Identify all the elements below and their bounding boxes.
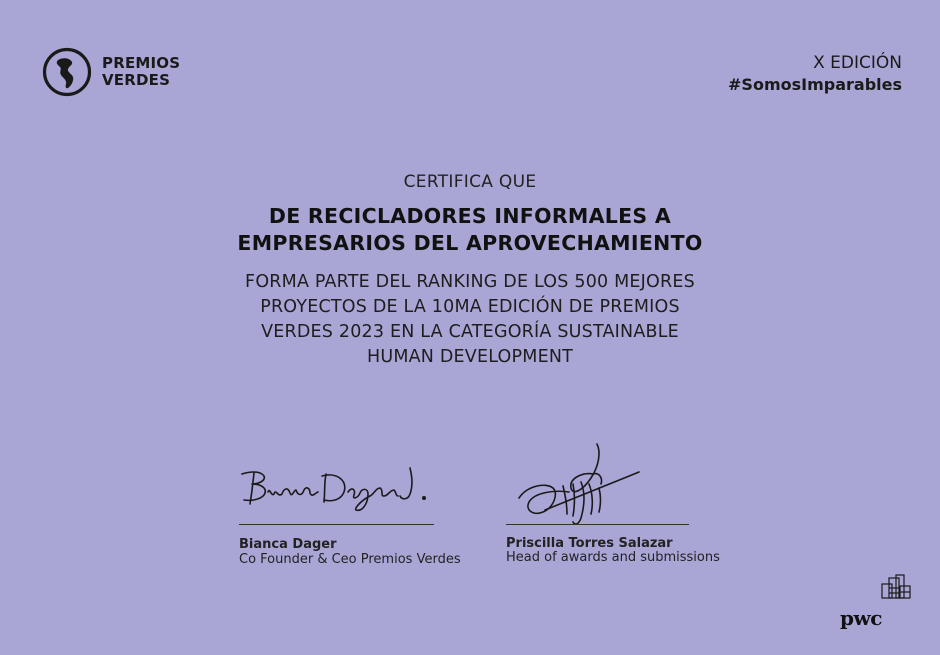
statement-line: HUMAN DEVELOPMENT	[366, 347, 574, 367]
signer-name: Priscilla Torres Salazar	[506, 536, 673, 551]
project-title-line-1: DE RECICLADORES INFORMALES A	[268, 204, 672, 228]
award-statement	[0, 270, 940, 370]
signature-bianca-dager	[238, 460, 448, 515]
logo-line-2: VERDES	[102, 71, 171, 89]
project-title-line-2: EMPRESARIOS DEL APROVECHAMIENTO	[237, 231, 703, 255]
signature-line	[506, 524, 689, 525]
project-title	[0, 203, 940, 257]
edition-hashtag: #SomosImparables	[728, 75, 902, 94]
statement-line: VERDES 2023 EN LA CATEGORÍA SUSTAINABLE	[261, 322, 679, 342]
signature-line	[239, 524, 434, 525]
signature-priscilla-torres	[505, 438, 650, 530]
signer-role: Co Founder & Ceo Premios Verdes	[239, 552, 461, 567]
edition-block	[728, 52, 902, 96]
pwc-logo	[840, 574, 912, 630]
premios-verdes-logo	[42, 47, 180, 97]
pwc-building-mark-icon	[878, 574, 912, 600]
signer-name: Bianca Dager	[239, 537, 337, 552]
pwc-wordmark: pwc	[840, 606, 882, 630]
statement-line: PROYECTOS DE LA 10MA EDICIÓN DE PREMIOS	[260, 297, 680, 317]
logo-line-1: PREMIOS	[102, 54, 181, 72]
certify-intro: CERTIFICA QUE	[403, 172, 537, 192]
americas-globe-icon	[42, 47, 92, 97]
signer-role: Head of awards and submissions	[506, 550, 720, 565]
edition-title: X EDICIÓN	[813, 53, 902, 73]
statement-line: FORMA PARTE DEL RANKING DE LOS 500 MEJORES	[245, 272, 695, 292]
